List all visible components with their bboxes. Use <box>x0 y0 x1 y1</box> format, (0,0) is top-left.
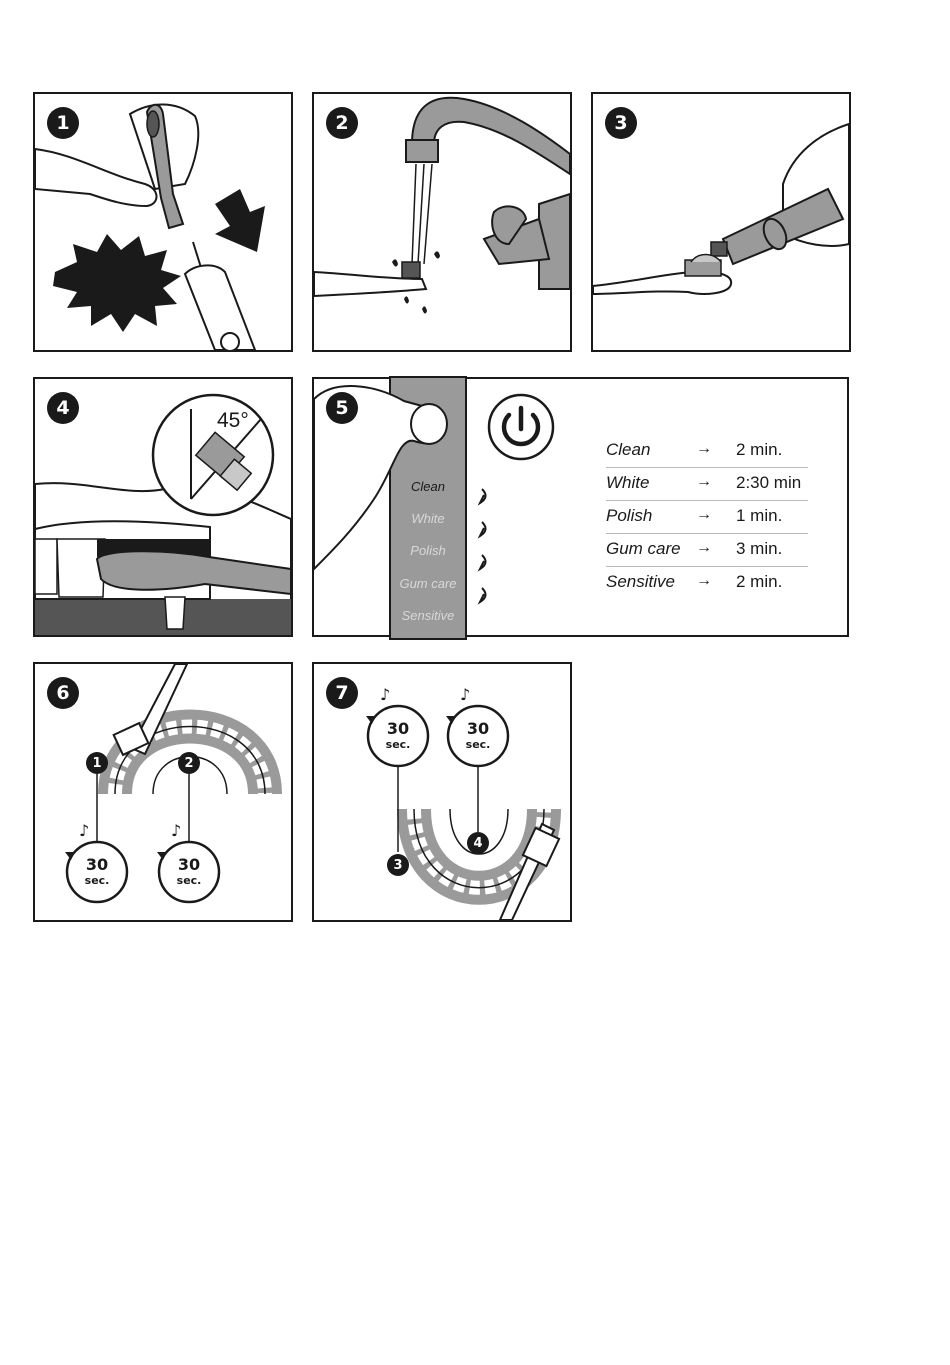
click-label: CLICK <box>96 350 164 375</box>
mode-row <box>606 435 808 468</box>
step-7-panel <box>312 662 572 922</box>
timer-value: 30 <box>85 855 109 874</box>
strip-mode-sensitive: Sensitive <box>401 608 455 623</box>
mode-time: 1 min. <box>736 506 783 525</box>
mode-row <box>606 534 808 567</box>
mode-name: Clean <box>606 440 651 459</box>
arrow-icon: → <box>696 539 712 556</box>
power-icon <box>489 395 553 459</box>
step-number-badge: 5 <box>326 392 358 424</box>
step-number-badge: 1 <box>47 107 79 139</box>
mode-time: 2 min. <box>736 440 783 459</box>
music-note-icon: ♪ <box>380 685 391 704</box>
click-burst-icon <box>53 234 181 332</box>
timer-unit: sec. <box>84 874 110 887</box>
mode-name: White <box>606 473 650 492</box>
music-note-icon: ♪ <box>171 821 182 840</box>
mode-name: Sensitive <box>606 572 675 591</box>
mode-time: 3 min. <box>736 539 783 558</box>
arrow-icon: → <box>696 506 712 523</box>
arrow-icon: → <box>696 572 712 589</box>
timer-unit: sec. <box>385 738 411 751</box>
strip-mode-clean: Clean <box>411 479 445 494</box>
step-3-panel <box>591 92 851 352</box>
quadrant-badge-3: 3 <box>387 854 409 876</box>
music-note-icon: ♪ <box>460 685 471 704</box>
timer-unit: sec. <box>465 738 491 751</box>
step-2-panel <box>312 92 572 352</box>
mode-time: 2:30 min <box>736 473 802 492</box>
step-1-panel <box>33 92 293 375</box>
timer-30-sec <box>65 840 129 904</box>
step-5-panel <box>312 377 849 637</box>
timer-30-sec <box>446 704 510 768</box>
strip-mode-polish: Polish <box>410 543 446 558</box>
mode-row <box>606 501 808 534</box>
mode-duration-table <box>606 435 808 599</box>
step-number-badge: 3 <box>605 107 637 139</box>
mode-row <box>606 567 808 599</box>
mode-name: Gum care <box>606 539 681 558</box>
mode-name: Polish <box>606 506 653 525</box>
arrow-icon: → <box>696 473 712 490</box>
timer-value: 30 <box>386 719 410 738</box>
step-number-badge: 2 <box>326 107 358 139</box>
strip-mode-gum-care: Gum care <box>399 576 457 591</box>
timer-value: 30 <box>466 719 490 738</box>
arrow-icon: → <box>696 440 712 457</box>
step-number-badge: 6 <box>47 677 79 709</box>
music-note-icon: ♪ <box>79 821 90 840</box>
mode-row <box>606 468 808 501</box>
strip-mode-white: White <box>411 511 445 526</box>
mode-time: 2 min. <box>736 572 783 591</box>
step-4-panel <box>33 377 293 637</box>
timer-30-sec <box>366 704 430 768</box>
angle-label: 45° <box>217 409 249 432</box>
timer-30-sec <box>157 840 221 904</box>
timer-unit: sec. <box>176 874 202 887</box>
quadrant-badge-4: 4 <box>467 832 489 854</box>
quadrant-badge-1: 1 <box>86 752 108 774</box>
step-number-badge: 7 <box>326 677 358 709</box>
step-6-panel <box>33 662 293 922</box>
step-number-badge: 4 <box>47 392 79 424</box>
timer-value: 30 <box>177 855 201 874</box>
quadrant-badge-2: 2 <box>178 752 200 774</box>
